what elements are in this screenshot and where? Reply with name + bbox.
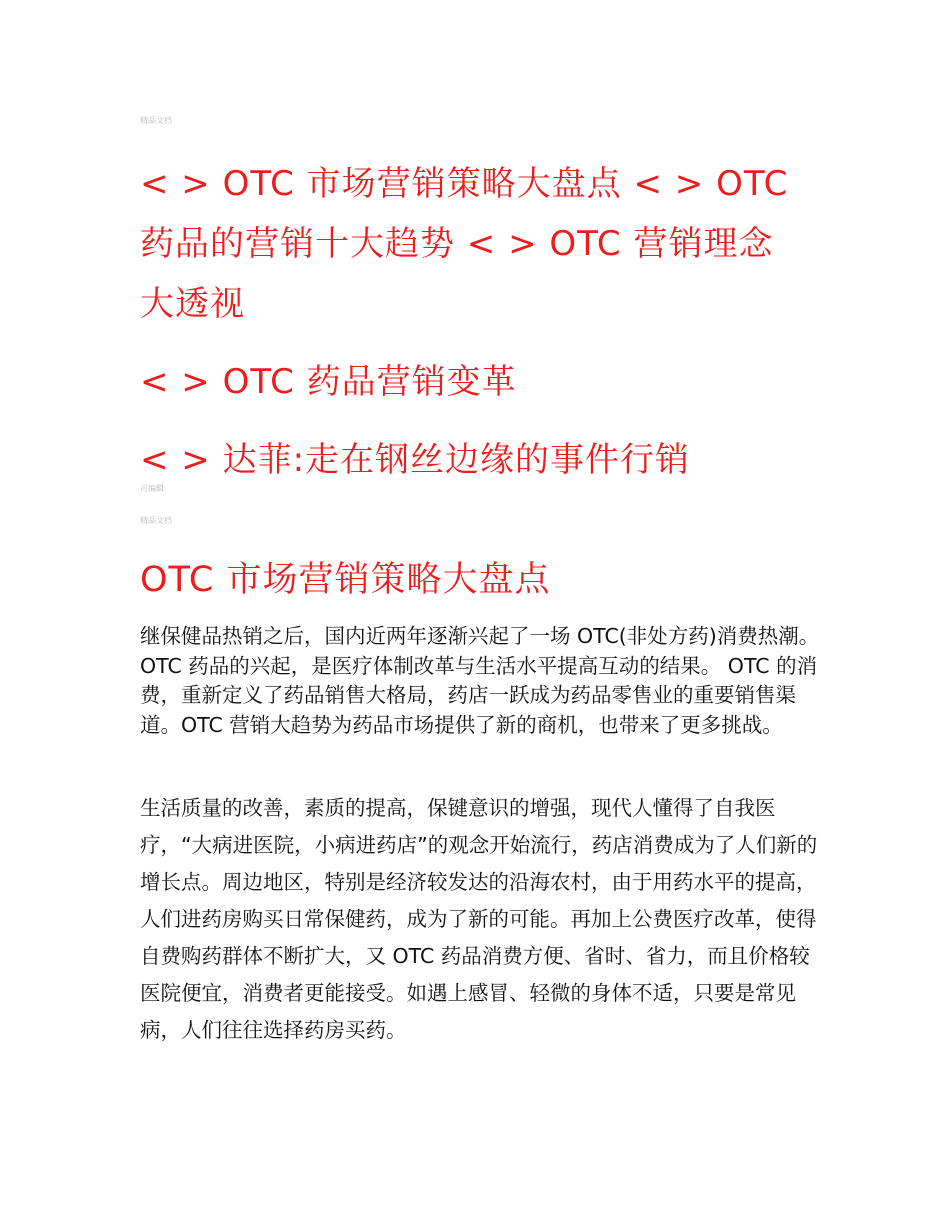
header-watermark-second: 精品文档	[140, 516, 172, 525]
toc-item-1-line-1[interactable]: < > OTC 市场营销策略大盘点 < > OTC	[140, 164, 789, 204]
table-of-contents	[140, 156, 820, 488]
toc-item-2[interactable]: < > OTC 药品营销变革	[140, 362, 517, 402]
toc-item-3[interactable]: < > 达菲:走在钢丝边缘的事件行销	[140, 440, 691, 480]
toc-item-1-line-3[interactable]: 大透视	[140, 284, 245, 324]
toc-item-1-line-2[interactable]: 药品的营销十大趋势 < > OTC 营销理念	[140, 224, 774, 264]
paragraph-2: 生活质量的改善，素质的提高，保键意识的增强，现代人懂得了自我医疗，“大病进医院，小病进药店”的观念开始流行，药店消费成为了人们新的增长点。周边地区，特别是经济较发达的沿海农村，由于用药水平的提高，人们进药房购买日常保健药，成为了新的可能。再加上公费医疗改革，使得自费购药群体不断扩大，又 OTC 药品消费方便、省时、省力，而且价格较医院便宜，消费者更能接受。如遇上感冒、轻微的身体不适，只要是常见病，人们往往选择药房买药。	[140, 796, 818, 1042]
paragraph-1: 继保健品热销之后，国内近两年逐渐兴起了一场 OTC(非处方药)消费热潮。OTC 药品的兴起，是医疗体制改革与生活水平提高互动的结果。 OTC 的消费，重新定义了药品销售大格局，药店一跃成为药品零售业的重要销售渠道。OTC 营销大趋势为药品市场提供了新的商机，也带来了更多挑战。	[140, 624, 820, 737]
footer-watermark: 可编辑	[140, 484, 164, 493]
section-title: OTC 市场营销策略大盘点	[140, 560, 551, 600]
header-watermark: 精品文档	[140, 116, 172, 125]
